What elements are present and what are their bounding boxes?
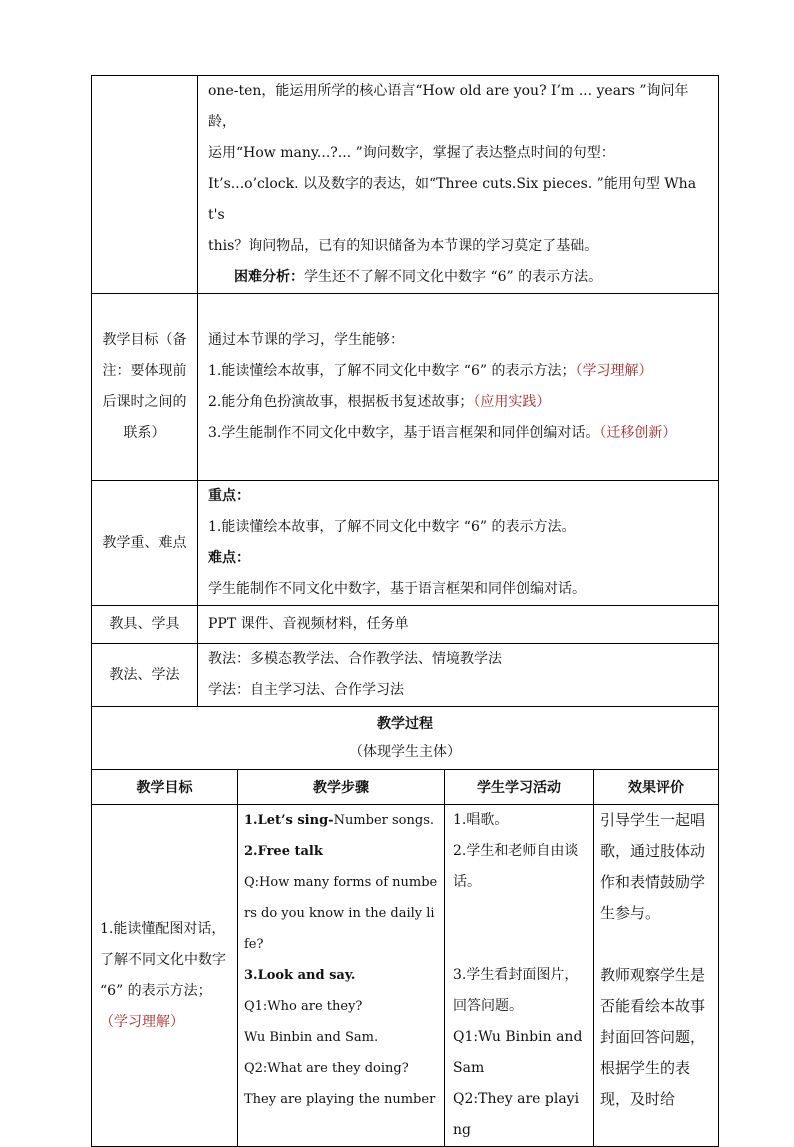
header-activities: 学生学习活动	[445, 770, 594, 805]
key-text: 1.能读懂绘本故事，了解不同文化中数字 “6” 的表示方法。	[208, 519, 576, 535]
objective-item-1: 1.能读懂绘本故事，了解不同文化中数字 “6” 的表示方法；（学习理解）	[208, 363, 653, 379]
process-header-row	[92, 770, 719, 805]
step-2-title: 2.Free talk	[244, 844, 323, 859]
step-3-q2: Q2:What are they doing?	[244, 1061, 409, 1076]
process-evaluation	[594, 805, 719, 1147]
analysis-label-cell	[92, 76, 198, 294]
process-goal: 1.能读懂配图对话，了解不同文化中数字 “6” 的表示方法；（学习理解）	[92, 805, 238, 1147]
header-goal: 教学目标	[92, 770, 238, 805]
analysis-row	[92, 76, 719, 294]
methods-label: 教法、学法	[92, 644, 198, 707]
objectives-row	[92, 294, 719, 481]
process-steps	[238, 805, 445, 1147]
analysis-line: this？询问物品，已有的知识储备为本节课的学习莫定了基础。	[208, 238, 599, 254]
objective-tag: （学习理解）	[575, 363, 653, 379]
analysis-line: 运用“How many...?... ”询问数字，掌握了表达整点时间的句型：	[208, 145, 615, 161]
difficulty-text: 学生还不了解不同文化中数字 “6” 的表示方法。	[304, 269, 603, 285]
methods-content	[198, 644, 719, 707]
learning-method: 学法：自主学习法、合作学习法	[208, 682, 404, 698]
process-title-cell	[92, 707, 719, 770]
objectives-label: 教学目标（备注：要体现前后课时之间的联系）	[92, 294, 198, 481]
step-1: 1.Let’s sing-Number songs.	[244, 813, 434, 828]
process-content-row	[92, 805, 719, 1147]
objective-tag: （迁移创新）	[599, 425, 677, 441]
keypoints-row	[92, 481, 719, 606]
difficulty-analysis	[208, 262, 712, 293]
keypoints-content	[198, 481, 719, 606]
key-label: 重点：	[208, 488, 250, 504]
header-evaluation: 效果评价	[594, 770, 719, 805]
process-subtitle: （体现学生主体）	[349, 744, 461, 760]
keypoints-label: 教学重、难点	[92, 481, 198, 606]
step-3-a2: They are playing the number	[244, 1092, 436, 1107]
process-title: 教学过程	[377, 716, 433, 732]
analysis-line: It’s...o’clock. 以及数字的表达，如“Three cuts.Six pieces. ”能用句型 What's	[208, 176, 697, 223]
teaching-method: 教法：多模态教学法、合作教学法、情境教学法	[208, 651, 502, 667]
difficult-label: 难点：	[208, 550, 250, 566]
process-title-row	[92, 707, 719, 770]
tools-label: 教具、学具	[92, 606, 198, 644]
objectives-content	[198, 294, 719, 481]
evaluation-1: 引导学生一起唱歌，通过肢体动作和表情鼓励学生参与。	[600, 811, 706, 922]
difficult-text: 学生能制作不同文化中数字，基于语言框架和同伴创编对话。	[208, 581, 586, 597]
objective-tag: （应用实践）	[473, 394, 551, 410]
objective-item-2: 2.能分角色扮演故事，根据板书复述故事；（应用实践）	[208, 394, 551, 410]
step-3-q1: Q1:Who are they?	[244, 999, 363, 1014]
activity-1: 1.唱歌。	[453, 812, 509, 828]
evaluation-2: 教师观察学生是否能看绘本故事封面回答问题，根据学生的表现，及时给	[600, 966, 706, 1108]
activity-2: 2.学生和老师自由谈话。	[453, 843, 579, 890]
tools-text: PPT 课件、音视频材料，任务单	[198, 606, 719, 644]
activity-3-q1: Q1:Wu Binbin and Sam	[453, 1029, 583, 1076]
goal-tag: （学习理解）	[100, 1013, 184, 1030]
activity-3-q2: Q2:They are playing	[453, 1091, 580, 1138]
step-3-title: 3.Look and say.	[244, 968, 356, 983]
lesson-plan-sheet	[91, 75, 718, 1147]
activity-3: 3.学生看封面图片，回答问题。	[453, 967, 579, 1014]
tools-row	[92, 606, 719, 644]
analysis-content	[198, 76, 719, 294]
objectives-intro: 通过本节课的学习，学生能够：	[208, 332, 404, 348]
methods-row	[92, 644, 719, 707]
header-steps: 教学步骤	[238, 770, 445, 805]
process-activities	[445, 805, 594, 1147]
step-3-a1: Wu Binbin and Sam.	[244, 1030, 379, 1045]
lesson-plan-table	[91, 75, 719, 1147]
step-2-question: Q:How many forms of numbers do you know in the daily life?	[244, 875, 438, 952]
analysis-line: one-ten，能运用所学的核心语言“How old are you? I’m ... years ”询问年龄，	[208, 83, 689, 130]
objective-item-3: 3.学生能制作不同文化中数字，基于语言框架和同伴创编对话。（迁移创新）	[208, 425, 677, 441]
difficulty-label: 困难分析：	[234, 269, 304, 285]
